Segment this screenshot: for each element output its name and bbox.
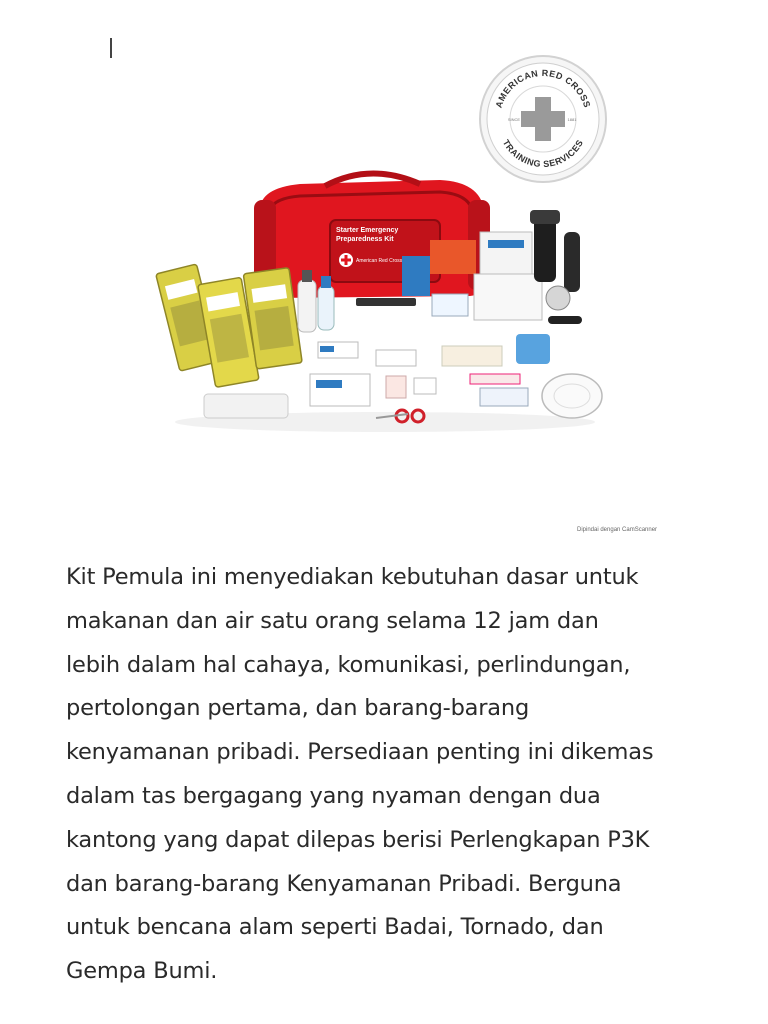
- red-cross-training-seal: [478, 54, 608, 184]
- bag-label-line2: Preparedness Kit: [336, 236, 394, 243]
- emergency-kit-photo: [150, 170, 620, 440]
- description-line: Gempa Bumi.: [66, 958, 218, 985]
- kit-description: [66, 556, 716, 994]
- description-line: lebih dalam hal cahaya, komunikasi, perlindungan,: [66, 651, 631, 678]
- seal-year-label: 1881: [567, 117, 577, 122]
- scanner-watermark: Dipindai dengan CamScanner: [577, 527, 658, 533]
- emergency-water-pouches-icon: [156, 264, 302, 387]
- description-line: pertolongan pertama, dan barang-barang: [66, 695, 530, 722]
- text-cursor-mark: [110, 38, 112, 58]
- bag-label-line1: Starter Emergency: [336, 227, 399, 234]
- description-line: kenyamanan pribadi. Persediaan penting ini dikemas: [66, 739, 654, 766]
- dust-mask-icon: [542, 374, 602, 418]
- description-line: dan barang-barang Kenyamanan Pribadi. Berguna: [66, 870, 622, 897]
- seal-top-text: AMERICAN RED CROSS: [493, 67, 593, 110]
- description-line: kantong yang dapat dilepas berisi Perlengkapan P3K: [66, 826, 650, 853]
- seal-bottom-text: TRAINING SERVICES: [500, 137, 586, 170]
- description-line: untuk bencana alam seperti Badai, Tornado, dan: [66, 914, 604, 941]
- seal-since-label: SINCE: [507, 117, 521, 122]
- description-line: Kit Pemula ini menyediakan kebutuhan dasar untuk: [66, 564, 639, 590]
- description-line: makanan dan air satu orang selama 12 jam dan: [66, 607, 599, 634]
- bag-brand-label: American Red Cross: [356, 258, 403, 264]
- description-line: dalam tas bergagang yang nyaman dengan dua: [66, 782, 601, 809]
